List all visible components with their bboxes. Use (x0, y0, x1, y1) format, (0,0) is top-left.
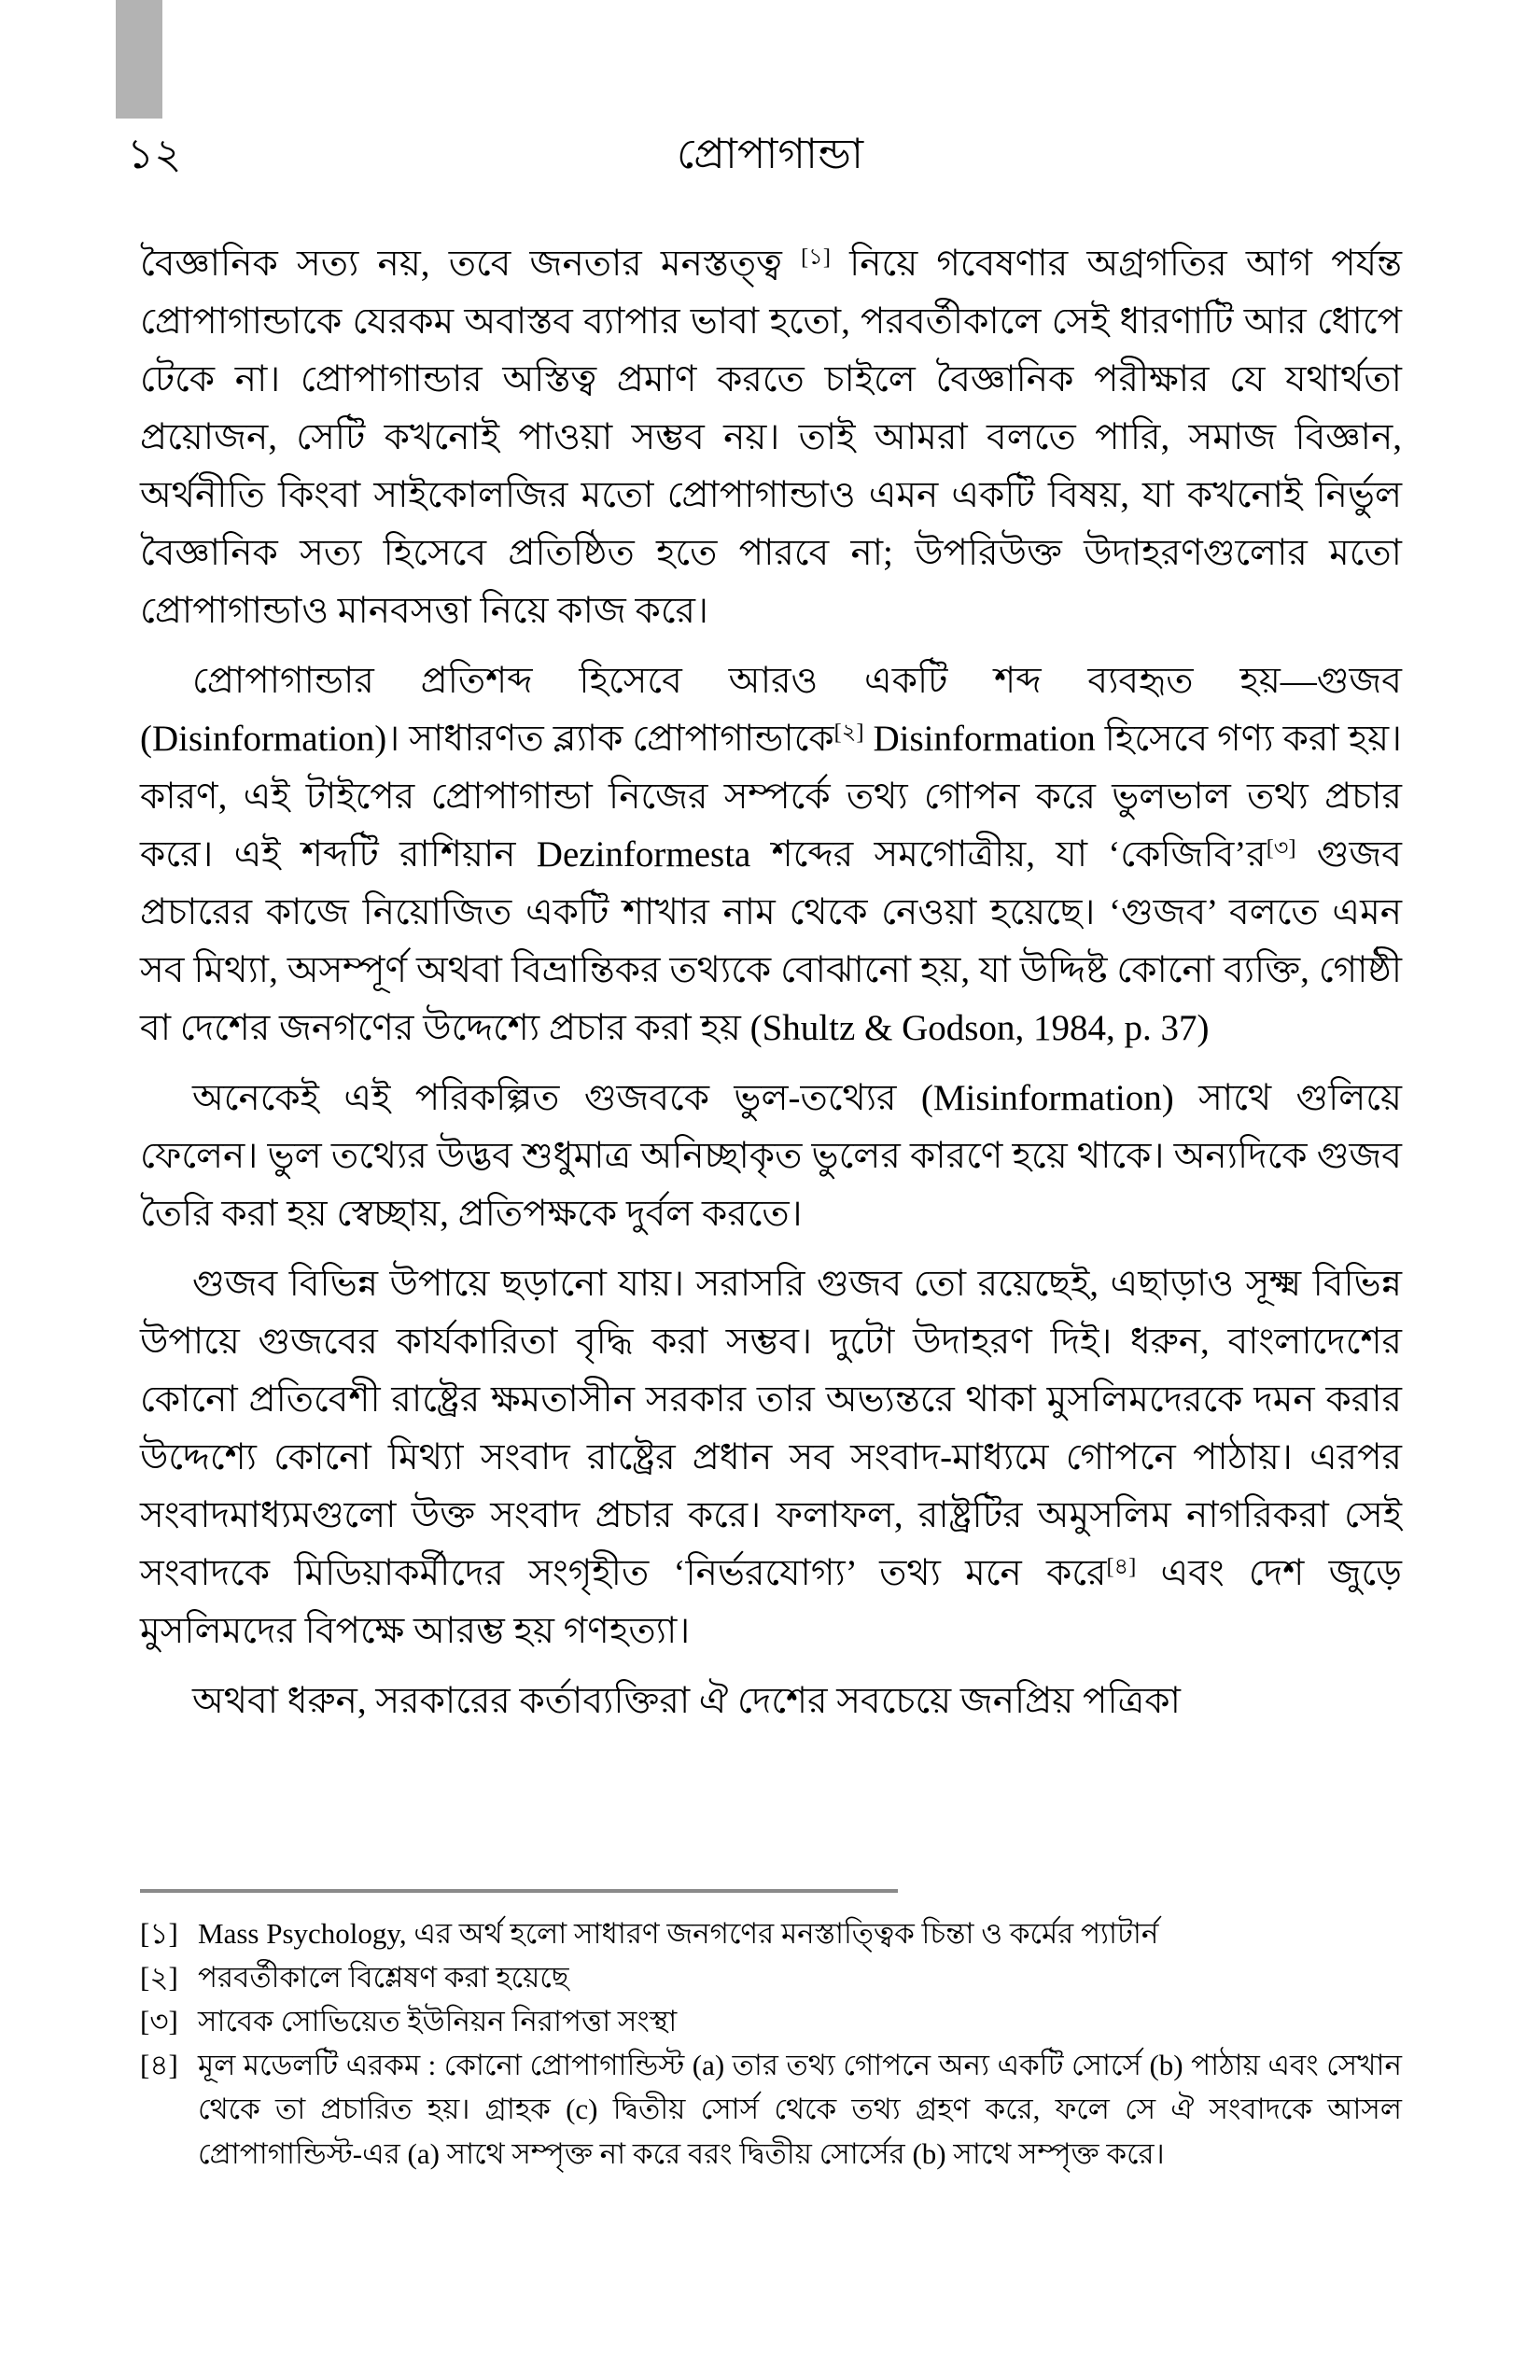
footnote-marker: [৪] (140, 2049, 178, 2082)
footnotes-list (140, 1911, 1402, 2176)
corner-block (116, 0, 162, 119)
footnote-marker: [২] (140, 1961, 178, 1995)
paragraph: প্রোপাগান্ডার প্রতিশব্দ হিসেবে আরও একটি শব্দ ব্যবহৃত হয়—গুজব (Disinformation)। সাধারণত ব্ল্যাক প্রোপাগান্ডাকে[২] Disinformation হিসেবে গণ্য করা হয়। কারণ, এই টাইপের প্রোপাগান্ডা নিজের সম্পর্কে তথ্য গোপন করে ভুলভাল তথ্য প্রচার করে। এই শব্দটি রাশিয়ান Dezinformesta শব্দের সমগোত্রীয়, যা ‘কেজিবি’র[৩] গুজব প্রচারের কাজে নিয়োজিত একটি শাখার নাম থেকে নেওয়া হয়েছে। ‘গুজব’ বলতে এমন সব মিথ্যা, অসম্পূর্ণ অথবা বিভ্রান্তিকর তথ্যকে বোঝানো হয়, যা উদ্দিষ্ট কোনো ব্যক্তি, গোষ্ঠী বা দেশের জনগণের উদ্দেশ্যে প্রচার করা হয় (Shultz & Godson, 1984, p. 37) (140, 661, 1402, 1048)
page-number: ১২ (127, 131, 182, 177)
footnote-text: পরবর্তীকালে বিশ্লেষণ করা হয়েছে (198, 1961, 569, 1995)
footnote-separator (140, 1889, 898, 1893)
footnote-marker: [১] (140, 1917, 178, 1950)
paragraph: গুজব বিভিন্ন উপায়ে ছড়ানো যায়। সরাসরি গুজব তো রয়েছেই, এছাড়াও সূক্ষ্ম বিভিন্ন উপায়ে গুজবের কার্যকারিতা বৃদ্ধি করা সম্ভব। দুটো উদাহরণ দিই। ধরুন, বাংলাদেশের কোনো প্রতিবেশী রাষ্ট্রের ক্ষমতাসীন সরকার তার অভ্যন্তরে থাকা মুসলিমদেরকে দমন করার উদ্দেশ্যে কোনো মিথ্যা সংবাদ রাষ্ট্রের প্রধান সব সংবাদ-মাধ্যমে গোপনে পাঠায়। এরপর সংবাদমাধ্যমগুলো উক্ত সংবাদ প্রচার করে। ফলাফল, রাষ্ট্রটির অমুসলিম নাগরিকরা সেই সংবাদকে মিডিয়াকর্মীদের সংগৃহীত ‘নির্ভরযোগ্য’ তথ্য মনে করে[৪] এবং দেশ জুড়ে মুসলিমদের বিপক্ষে আরম্ভ হয় গণহত্যা। (140, 1264, 1402, 1651)
body-paragraphs (140, 235, 1402, 1743)
running-header-title: প্রোপাগান্ডা (676, 131, 863, 177)
footnote (140, 1999, 1402, 2043)
footnote-text: মূল মডেলটি এরকম : কোনো প্রোপাগান্ডিস্ট (a) তার তথ্য গোপনে অন্য একটি সোর্সে (b) পাঠায় এবং সেখান থেকে তা প্রচারিত হয়। গ্রাহক (c) দ্বিতীয় সোর্স থেকে তথ্য গ্রহণ করে, ফলে সে ঐ সংবাদকে আসল প্রোপাগান্ডিস্ট-এর (a) সাথে সম্পৃক্ত না করে বরং দ্বিতীয় সোর্সের (b) সাথে সম্পৃক্ত করে। (198, 2049, 1402, 2170)
footnote (140, 2043, 1402, 2175)
footnote-text: Mass Psychology, এর অর্থ হলো সাধারণ জনগণের মনস্তাত্ত্বিক চিন্তা ও কর্মের প্যাটার্ন (198, 1917, 1159, 1950)
paragraph: বৈজ্ঞানিক সত্য নয়, তবে জনতার মনস্তত্ত্ব [১] নিয়ে গবেষণার অগ্রগতির আগ পর্যন্ত প্রোপাগান্ডাকে যেরকম অবাস্তব ব্যাপার ভাবা হতো, পরবর্তীকালে সেই ধারণাটি আর ধোপে টেকে না। প্রোপাগান্ডার অস্তিত্ব প্রমাণ করতে চাইলে বৈজ্ঞানিক পরীক্ষার যে যথার্থতা প্রয়োজন, সেটি কখনোই পাওয়া সম্ভব নয়। তাই আমরা বলতে পারি, সমাজ বিজ্ঞান, অর্থনীতি কিংবা সাইকোলজির মতো প্রোপাগান্ডাও এমন একটি বিষয়, যা কখনোই নির্ভুল বৈজ্ঞানিক সত্য হিসেবে প্রতিষ্ঠিত হতে পারবে না; উপরিউক্ত উদাহরণগুলোর মতো প্রোপাগান্ডাও মানবসত্তা নিয়ে কাজ করে। (140, 244, 1402, 631)
footnote-reference: [২] (833, 719, 864, 745)
paragraph: অথবা ধরুন, সরকারের কর্তাব্যক্তিরা ঐ দেশের সবচেয়ে জনপ্রিয় পত্রিকা (192, 1681, 1181, 1721)
footnote-marker: [৩] (140, 2005, 178, 2038)
page-header (127, 129, 1400, 187)
footnote-reference: [১] (801, 244, 831, 270)
footnote (140, 1955, 1402, 1999)
footnote (140, 1911, 1402, 1955)
footnote-text: সাবেক সোভিয়েত ইউনিয়ন নিরাপত্তা সংস্থা (198, 2005, 678, 2038)
paragraph: অনেকেই এই পরিকল্পিত গুজবকে ভুল-তথ্যের (Misinformation) সাথে গুলিয়ে ফেলেন। ভুল তথ্যের উদ্ভব শুধুমাত্র অনিচ্ছাকৃত ভুলের কারণে হয়ে থাকে। অন্যদিকে গুজব তৈরি করা হয় স্বেচ্ছায়, প্রতিপক্ষকে দুর্বল করতে। (140, 1078, 1402, 1234)
footnote-reference: [৩] (1266, 834, 1296, 861)
footnote-reference: [৪] (1106, 1553, 1137, 1579)
